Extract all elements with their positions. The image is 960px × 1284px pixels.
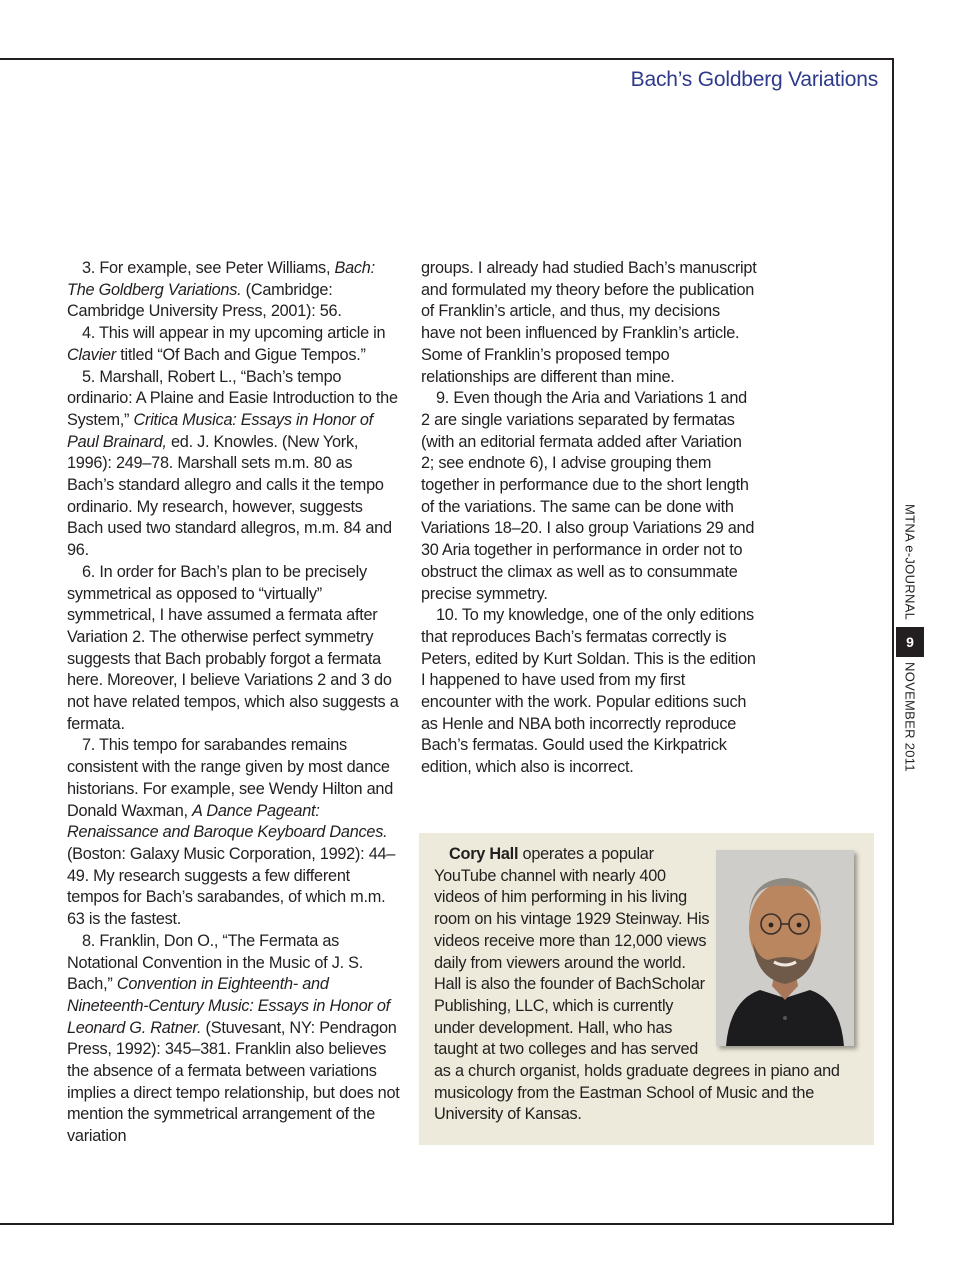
endnote-6: 6. In order for Bach’s plan to be precisely symmetrical as opposed to “virtually” symmetrical, I have assumed a fermata after Variation 2. The otherwise perfect symmetry suggests that Bach probably forgot a fermata here. Moreover, I believe Variations 2 and 3 do not have related tempos, which also suggests a fermata.: [67, 562, 399, 733]
endnote-7: 7. This tempo for sarabandes remains consistent with the range given by most dance historians. For example, see Wendy Hilton and Donald Waxman, A Dance Pageant: Renaissance and Baroque Keyboard Dances. (Boston: Galaxy Music Corporation, 1992): 44–49. My research suggests a few different tempos for Bach’s sarabandes, of which m.m. 63 is the fastest.: [67, 736, 396, 929]
page-number: 9: [896, 627, 924, 657]
page-frame-bottom: [0, 1223, 894, 1225]
running-head: Bach’s Goldberg Variations: [630, 68, 878, 91]
endnote-5: 5. Marshall, Robert L., “Bach’s tempo ordinario: A Plaine and Easie Introduction to the System,” Critica Musica: Essays in Honor of Paul Brainard, ed. J. Knowles. (New York, 1996): 249–78. Marshall sets m.m. 80 as Bach’s standard allegro and calls it the tempo ordinario. My research, however, suggests Bach used two standard allegros, m.m. 84 and 96.: [67, 367, 398, 560]
endnote-8: 8. Franklin, Don O., “The Fermata as Notational Convention in the Music of J. S. Bach,” Convention in Eighteenth- and Nineteenth-Century Music: Essays in Honor of Leonard G. Ratner. (Stuvesant, NY: Pendragon Press, 1992): 345–381. Franklin also believes the absence of a fermata between variations implies a direct tempo relationship, but does not mention the symmetrical arrangement of the variation: [67, 931, 400, 1146]
endnote-10: 10. To my knowledge, one of the only editions that reproduces Bach’s fermatas correctly is Peters, edited by Kurt Soldan. This is the edition I happened to have used from my first encounter with the work. Popular editions such as Henle and NBA both incorrectly reproduce Bach’s fermatas. Gould used the Kirkpatrick edition, which also is incorrect.: [421, 606, 756, 777]
page-frame-right: [892, 58, 894, 1225]
sidebar-journal-name: MTNA e-JOURNAL: [902, 504, 918, 621]
sidebar-issue-date: NOVEMBER 2011: [902, 662, 918, 772]
notes-column-right: [421, 258, 757, 779]
endnote-8-continued: groups. I already had studied Bach’s manuscript and formulated my theory before the publication of Franklin’s article, and thus, my decisions have not been influenced by Franklin’s article. Some of Franklin’s proposed tempo relationships are different than mine.: [421, 259, 757, 386]
notes-column-left: [67, 258, 401, 1148]
endnote-9: 9. Even though the Aria and Variations 1 and 2 are single variations separated by fermatas (with an editorial fermata added after Variation 2; see endnote 6), I advise grouping them together in performance due to the short length of the variations. The same can be done with Variations 18–20. I also group Variations 29 and 30 Aria together in performance in order not to obstruct the climax as well as to consummate precise symmetry.: [421, 389, 755, 603]
endnote-4: 4. This will appear in my upcoming article in Clavier titled “Of Bach and Gigue Tempos.”: [67, 324, 386, 364]
author-name: Cory Hall: [449, 845, 519, 863]
page-frame-top: [0, 58, 894, 60]
author-bio-text: Cory Hall operates a popular YouTube channel with nearly 400 videos of him performing in his living room on his vintage 1929 Steinway. His videos receive more than 12,000 views daily from viewers around the world. Hall is also the founder of BachScholar Publishing, LLC, which is currently under development. Hall, who has taught at two colleges and has served as a church organist, holds graduate degrees in piano and musicology from the Eastman School of Music and the University of Kansas.: [434, 845, 840, 1124]
author-bio-box: [419, 833, 874, 1145]
endnote-3: 3. For example, see Peter Williams, Bach: The Goldberg Variations. (Cambridge: Cambridge University Press, 2001): 56.: [67, 259, 375, 321]
